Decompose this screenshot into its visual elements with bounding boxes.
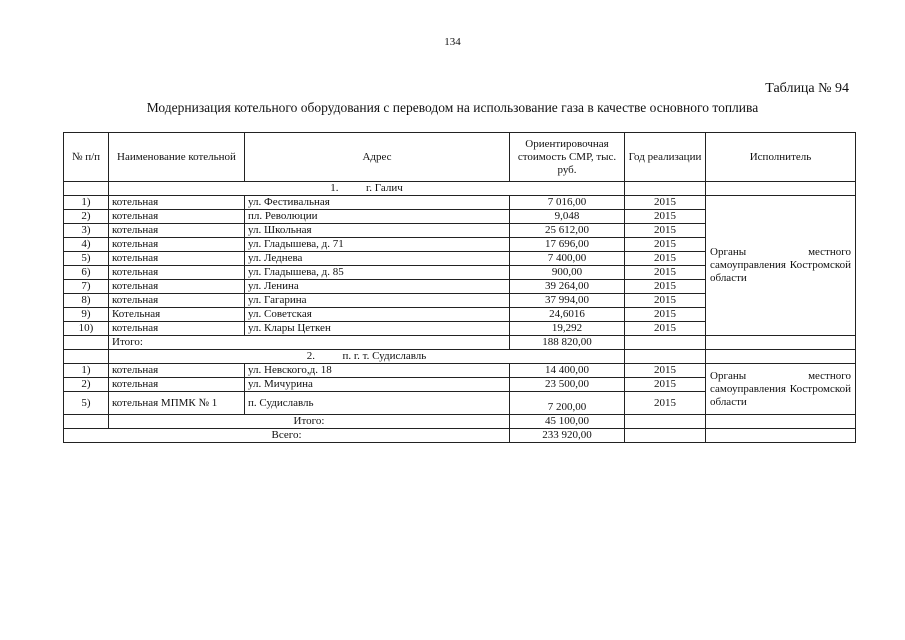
executor-word: местного <box>808 246 851 258</box>
row-address: ул. Гладышева, д. 85 <box>245 266 510 280</box>
table-row <box>64 196 856 210</box>
row-cost: 25 612,00 <box>510 224 625 238</box>
row-num: 10) <box>64 322 109 336</box>
section-name: г. Галич <box>366 182 403 194</box>
executor-word: Органы <box>710 246 747 258</box>
row-address: ул. Школьная <box>245 224 510 238</box>
section-number: 2. <box>306 350 315 362</box>
grand-total-spacer <box>706 429 856 443</box>
row-num: 5) <box>64 252 109 266</box>
row-year: 2015 <box>625 378 706 392</box>
section-spacer <box>64 350 109 364</box>
row-year: 2015 <box>625 266 706 280</box>
row-num: 5) <box>64 392 109 415</box>
header-address: Адрес <box>245 133 510 182</box>
subtotal-value: 45 100,00 <box>510 415 625 429</box>
row-name: котельная <box>109 196 245 210</box>
header-row <box>64 133 856 182</box>
row-name: котельная <box>109 210 245 224</box>
row-address: ул. Гагарина <box>245 294 510 308</box>
section-title <box>109 350 625 364</box>
section-number: 1. <box>330 182 339 194</box>
row-num: 6) <box>64 266 109 280</box>
row-num: 1) <box>64 196 109 210</box>
subtotal-label: Итого: <box>109 415 510 429</box>
row-name: котельная <box>109 252 245 266</box>
row-year: 2015 <box>625 280 706 294</box>
row-address: ул. Леднева <box>245 252 510 266</box>
executor-cell <box>706 364 856 415</box>
row-name: котельная <box>109 238 245 252</box>
document-title: Модернизация котельного оборудования с переводом на использование газа в качестве основного топлива <box>146 100 759 115</box>
row-name: котельная <box>109 280 245 294</box>
row-name: котельная <box>109 364 245 378</box>
subtotal-spacer <box>625 336 706 350</box>
grand-total-value: 233 920,00 <box>510 429 625 443</box>
section-spacer <box>625 350 706 364</box>
row-num: 7) <box>64 280 109 294</box>
grand-total-row <box>64 429 856 443</box>
row-num: 8) <box>64 294 109 308</box>
header-name: Наименование котельной <box>109 133 245 182</box>
row-year: 2015 <box>625 308 706 322</box>
row-year: 2015 <box>625 364 706 378</box>
row-cost: 37 994,00 <box>510 294 625 308</box>
row-address: ул. Мичурина <box>245 378 510 392</box>
row-name: Котельная <box>109 308 245 322</box>
header-executor: Исполнитель <box>706 133 856 182</box>
header-cost: Ориентировочная стоимость СМР, тыс. руб. <box>510 133 625 182</box>
executor-word: местного <box>808 369 851 382</box>
page-number: 134 <box>444 36 461 48</box>
grand-total-label: Всего: <box>64 429 510 443</box>
section-spacer <box>64 182 109 196</box>
row-name: котельная МПМК № 1 <box>109 392 245 415</box>
row-year: 2015 <box>625 238 706 252</box>
row-year: 2015 <box>625 224 706 238</box>
row-name: котельная <box>109 378 245 392</box>
row-num: 4) <box>64 238 109 252</box>
row-num: 2) <box>64 378 109 392</box>
row-name: котельная <box>109 294 245 308</box>
row-address: ул. Невского,д. 18 <box>245 364 510 378</box>
row-address: ул. Советская <box>245 308 510 322</box>
subtotal-spacer <box>706 415 856 429</box>
row-num: 9) <box>64 308 109 322</box>
subtotal-row <box>64 415 856 429</box>
section-spacer <box>706 182 856 196</box>
subtotal-spacer <box>64 336 109 350</box>
subtotal-spacer <box>64 415 109 429</box>
row-cost: 19,292 <box>510 322 625 336</box>
boiler-modernization-table <box>63 132 856 443</box>
row-name: котельная <box>109 224 245 238</box>
executor-cell <box>706 196 856 336</box>
row-cost: 9,048 <box>510 210 625 224</box>
subtotal-spacer <box>706 336 856 350</box>
row-cost: 17 696,00 <box>510 238 625 252</box>
section-spacer <box>625 182 706 196</box>
executor-rest: самоуправления Костромской области <box>710 382 851 408</box>
row-num: 1) <box>64 364 109 378</box>
row-address: пл. Революции <box>245 210 510 224</box>
row-year: 2015 <box>625 196 706 210</box>
section-title <box>109 182 625 196</box>
row-address: ул. Ленина <box>245 280 510 294</box>
row-year: 2015 <box>625 252 706 266</box>
row-cost: 14 400,00 <box>510 364 625 378</box>
row-cost: 24,6016 <box>510 308 625 322</box>
row-num: 3) <box>64 224 109 238</box>
row-cost: 39 264,00 <box>510 280 625 294</box>
row-cost: 7 016,00 <box>510 196 625 210</box>
row-cost: 7 200,00 <box>510 392 625 415</box>
section-name: п. г. т. Судиславль <box>342 350 427 362</box>
row-name: котельная <box>109 266 245 280</box>
header-num: № п/п <box>64 133 109 182</box>
header-year: Год реализации <box>625 133 706 182</box>
row-name: котельная <box>109 322 245 336</box>
executor-rest: самоуправления Костромской области <box>710 259 851 284</box>
row-address: ул. Клары Цеткен <box>245 322 510 336</box>
section-spacer <box>706 350 856 364</box>
row-year: 2015 <box>625 392 706 415</box>
section-row <box>64 182 856 196</box>
subtotal-label: Итого: <box>109 336 510 350</box>
row-cost: 900,00 <box>510 266 625 280</box>
row-year: 2015 <box>625 322 706 336</box>
subtotal-value: 188 820,00 <box>510 336 625 350</box>
row-cost: 7 400,00 <box>510 252 625 266</box>
table-label: Таблица № 94 <box>765 81 849 96</box>
subtotal-row <box>64 336 856 350</box>
subtotal-spacer <box>625 415 706 429</box>
row-address: п. Судиславль <box>245 392 510 415</box>
row-year: 2015 <box>625 294 706 308</box>
row-year: 2015 <box>625 210 706 224</box>
row-num: 2) <box>64 210 109 224</box>
row-address: ул. Фестивальная <box>245 196 510 210</box>
row-address: ул. Гладышева, д. 71 <box>245 238 510 252</box>
executor-word: Органы <box>710 369 747 382</box>
grand-total-spacer <box>625 429 706 443</box>
section-row <box>64 350 856 364</box>
row-cost: 23 500,00 <box>510 378 625 392</box>
table-row <box>64 364 856 378</box>
